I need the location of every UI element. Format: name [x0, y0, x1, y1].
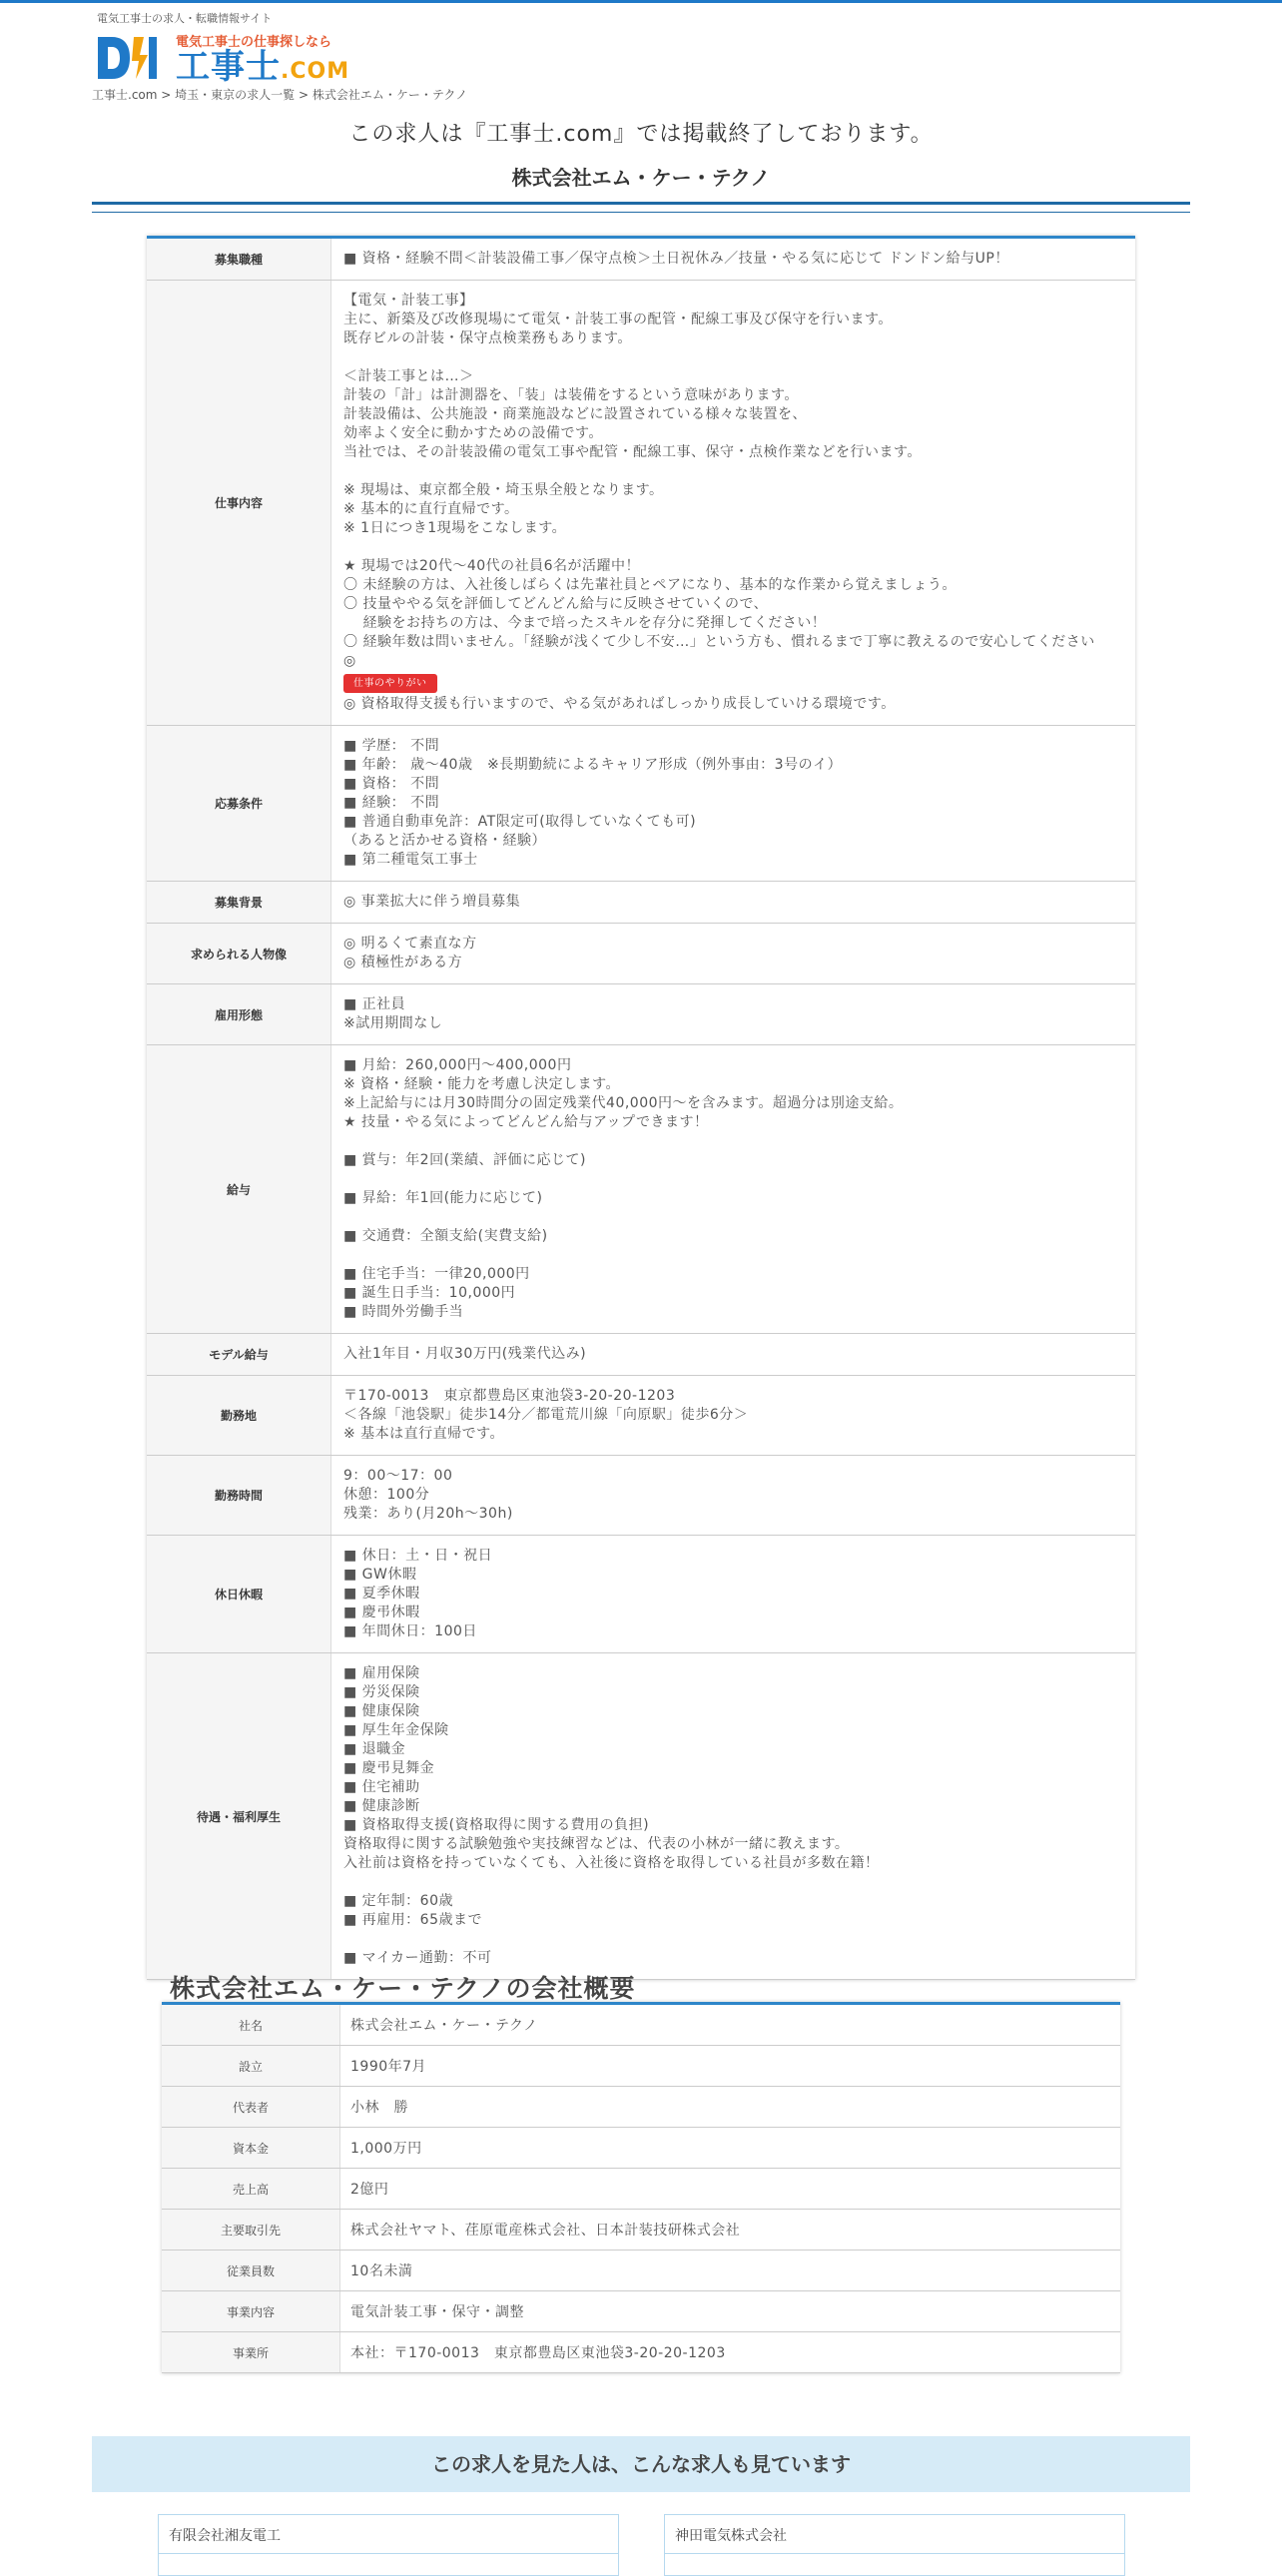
detail-line: ■ GW休暇	[343, 1567, 417, 1583]
detail-line: ■ 雇用保険	[343, 1665, 420, 1681]
page-title: 株式会社エム・ケー・テクノ	[511, 166, 771, 190]
company-overview-heading: 株式会社エム・ケー・テクノの会社概要	[170, 1974, 636, 2003]
company-overview-row	[162, 2128, 1120, 2169]
detail-line: ※上記給与には月30時間分の固定残業代40,000円〜を含みます。超過分は別途支給。	[343, 1095, 904, 1111]
job-detail-value	[331, 281, 1136, 726]
company-overview-row	[162, 2087, 1120, 2128]
job-detail-label: 求められる人物像	[147, 924, 331, 984]
detail-line: 資格取得に関する試験勉強や実技練習などは、代表の小林が一緒に教えます。	[343, 1836, 850, 1852]
job-detail-row	[147, 1653, 1135, 1980]
detail-line: （あると活かせる資格・経験）	[343, 833, 546, 849]
detail-line: ■ 健康保険	[343, 1703, 420, 1719]
detail-line	[343, 1170, 1123, 1189]
detail-line: 〇 経験年数は問いません。「経験が浅くて少し不安…」という方も、慣れるまで丁寧に教えるので安心してください	[343, 634, 1095, 650]
breadcrumb	[92, 86, 467, 103]
breadcrumb-separator: >	[295, 88, 313, 102]
company-overview-row	[162, 2210, 1120, 2251]
detail-line	[343, 1873, 1123, 1892]
detail-line: ■ 誕生日手当：10,000円	[343, 1285, 516, 1301]
detail-line: ■ 健康診断	[343, 1798, 420, 1814]
job-detail-row	[147, 882, 1135, 924]
detail-line: ■ 月給：260,000円～400,000円	[343, 1057, 572, 1073]
detail-line: ※ 現場は、東京都全般・埼玉県全般となります。	[343, 482, 664, 498]
company-overview-label: 設立	[162, 2046, 340, 2087]
detail-line: 計装の「計」は計測器を、「装」は装備をするという意味があります。	[343, 387, 799, 403]
company-overview-label: 主要取引先	[162, 2210, 340, 2251]
related-job-company: 神田電気株式会社	[675, 2528, 787, 2544]
detail-line: 9：00～17：00	[343, 1468, 453, 1484]
detail-line: ■ 年齢： 歳〜40歳 ※長期勤続によるキャリア形成（例外事由：3号のイ）	[343, 757, 843, 773]
job-details-table	[147, 236, 1135, 1980]
job-detail-row	[147, 1045, 1135, 1334]
job-detail-row	[147, 1334, 1135, 1376]
breadcrumb-current: 株式会社エム・ケー・テクノ	[312, 88, 468, 102]
detail-line: ※ 資格・経験・能力を考慮し決定します。	[343, 1076, 621, 1092]
company-overview-value: 1990年7月	[340, 2046, 1121, 2087]
detail-line: ■ 学歴： 不問	[343, 738, 440, 754]
company-overview-label: 資本金	[162, 2128, 340, 2169]
company-overview-value: 1,000万円	[340, 2128, 1121, 2169]
detail-line: 〇 未経験の方は、入社後しばらくは先輩社員とペアになり、基本的な作業から覚えましょう。	[343, 577, 957, 593]
job-detail-value	[331, 726, 1136, 882]
company-overview-label: 社名	[162, 2005, 340, 2046]
detail-line: ※試用期間なし	[343, 1015, 443, 1031]
logo-tld: .COM	[281, 59, 350, 84]
detail-line: ◎ 事業拡大に伴う増員募集	[343, 894, 521, 910]
job-detail-value	[331, 984, 1136, 1045]
breadcrumb-home[interactable]: 工事士.com	[92, 88, 158, 102]
detail-line: ■ 経験： 不問	[343, 795, 440, 811]
detail-line: ■ 普通自動車免許：AT限定可(取得していなくても可)	[343, 814, 697, 830]
detail-line: ■ 住宅補助	[343, 1779, 420, 1795]
detail-line: 既存ビルの計装・保守点検業務もあります。	[343, 330, 632, 346]
job-detail-label: 募集職種	[147, 239, 331, 281]
card-divider	[159, 2553, 618, 2554]
job-detail-label: 給与	[147, 1045, 331, 1334]
detail-line: ■ 資格： 不問	[343, 776, 440, 792]
detail-line: ■ 夏季休暇	[343, 1586, 420, 1602]
detail-line: ■ 第二種電気工事士	[343, 852, 478, 868]
logo-mark-icon	[96, 35, 158, 81]
company-overview-row	[162, 2332, 1120, 2373]
job-detail-value	[331, 1456, 1136, 1536]
detail-line: 〇 技量ややる気を評価してどんどん給与に反映させていくので、	[343, 596, 769, 612]
detail-line: ■ 正社員	[343, 996, 406, 1012]
detail-line: ■ 資格取得支援(資格取得に関する費用の負担)	[343, 1817, 650, 1833]
company-overview-value: 株式会社エム・ケー・テクノ	[340, 2005, 1121, 2046]
detail-line: 休憩：100分	[343, 1487, 430, 1503]
company-overview-table	[162, 2002, 1120, 2373]
divider	[92, 202, 1190, 205]
detail-line: ◎ 明るくて素直な方	[343, 936, 477, 952]
detail-line	[343, 462, 1123, 481]
detail-line: 残業：あり(月20h～30h)	[343, 1506, 513, 1522]
logo-tagline: 電気工事士の仕事探しなら	[176, 35, 332, 50]
detail-line: ■ 退職金	[343, 1741, 406, 1757]
detail-line: ■ マイカー通勤：不可	[343, 1950, 492, 1966]
detail-line: ■ 資格・経験不問＜計装設備工事／保守点検＞土日祝休み／技量・やる気に応じて ドンドン給与UP！	[343, 251, 1009, 267]
job-highlight-badge: 仕事のやりがい	[343, 674, 437, 693]
detail-line: ★ 技量・やる気によってどんどん給与アップできます！	[343, 1114, 709, 1130]
detail-line: ■ 再雇用：65歳まで	[343, 1912, 482, 1928]
detail-line	[343, 1132, 1123, 1151]
company-overview-value: 株式会社ヤマト、荏原電産株式会社、日本計装技研株式会社	[340, 2210, 1121, 2251]
detail-line	[343, 1208, 1123, 1227]
detail-line	[343, 538, 1123, 557]
company-overview-label: 事業所	[162, 2332, 340, 2373]
detail-line	[343, 348, 1123, 367]
related-job-company: 有限会社湘友電工	[169, 2528, 281, 2544]
detail-line: ※ 基本的に直行直帰です。	[343, 501, 519, 517]
job-detail-value	[331, 1376, 1136, 1456]
detail-line: 経験をお持ちの方は、今まで培ったスキルを存分に発揮してください！	[343, 615, 827, 631]
top-accent-bar	[0, 0, 1282, 3]
company-overview-label: 事業内容	[162, 2291, 340, 2332]
detail-line: 入社1年目・月収30万円(残業代込み)	[343, 1346, 587, 1362]
detail-line: ■ 賞与：年2回(業績、評価に応じて)	[343, 1152, 587, 1168]
related-job-card[interactable]	[664, 2514, 1125, 2576]
job-detail-row	[147, 1536, 1135, 1653]
job-detail-row	[147, 984, 1135, 1045]
job-detail-label: 雇用形態	[147, 984, 331, 1045]
divider	[92, 212, 1190, 213]
company-overview-value: 本社：〒170-0013 東京都豊島区東池袋3-20-20-1203	[340, 2332, 1121, 2373]
company-overview-row	[162, 2251, 1120, 2291]
detail-line: ■ 昇給：年1回(能力に応じて)	[343, 1190, 543, 1206]
detail-line: ■ 年間休日：100日	[343, 1623, 477, 1639]
company-overview-value: 電気計装工事・保守・調整	[340, 2291, 1121, 2332]
job-detail-label: 勤務時間	[147, 1456, 331, 1536]
breadcrumb-separator: >	[157, 88, 176, 102]
detail-line: ■ 住宅手当：一律20,000円	[343, 1266, 530, 1282]
job-detail-row	[147, 1456, 1135, 1536]
job-detail-row	[147, 281, 1135, 726]
company-overview-row	[162, 2291, 1120, 2332]
detail-line: 主に、新築及び改修現場にて電気・計装工事の配管・配線工事及び保守を行います。	[343, 312, 893, 327]
job-detail-label: 募集背景	[147, 882, 331, 924]
job-detail-label: 応募条件	[147, 726, 331, 882]
company-overview-row	[162, 2046, 1120, 2087]
detail-line: ◎ 資格取得支援も行いますので、やる気があればしっかり成長していける環境です。	[343, 696, 896, 712]
job-detail-label: 勤務地	[147, 1376, 331, 1456]
company-overview-label: 従業員数	[162, 2251, 340, 2291]
detail-line: 計装設備は、公共施設・商業施設などに設置されている様々な装置を、	[343, 406, 807, 422]
company-overview-label: 代表者	[162, 2087, 340, 2128]
site-tagline: 電気工事士の求人・転職情報サイト	[97, 12, 273, 25]
job-detail-row	[147, 726, 1135, 882]
detail-line: 【電気・計装工事】	[343, 293, 474, 309]
logo-name	[176, 49, 349, 90]
detail-line	[343, 1930, 1123, 1949]
detail-line: 入社前は資格を持っていなくても、入社後に資格を取得している社員が多数在籍！	[343, 1855, 880, 1871]
detail-line: ■ 定年制：60歳	[343, 1893, 453, 1909]
detail-line: ■ 労災保険	[343, 1684, 420, 1700]
job-detail-value	[331, 1653, 1136, 1980]
detail-line	[343, 1246, 1123, 1265]
job-detail-label: 仕事内容	[147, 281, 331, 726]
listing-ended-notice: この求人は『工事士.com』では掲載終了しております。	[348, 122, 934, 147]
job-detail-value	[331, 1334, 1136, 1376]
breadcrumb-region-list[interactable]: 埼玉・東京の求人一覧	[175, 88, 296, 102]
detail-line: 効率よく安全に動かすための設備です。	[343, 425, 603, 441]
company-overview-label: 売上高	[162, 2169, 340, 2210]
detail-line: ＜各線「池袋駅」徒歩14分／都電荒川線「向原駅」徒歩6分＞	[343, 1407, 749, 1423]
detail-line: ★ 現場では20代～40代の社員6名が活躍中！	[343, 558, 641, 574]
detail-line: ＜計装工事とは…＞	[343, 368, 474, 384]
job-detail-row	[147, 924, 1135, 984]
job-detail-value	[331, 1536, 1136, 1653]
detail-line: ※ 1日につき1現場をこなします。	[343, 520, 567, 536]
card-divider	[665, 2553, 1124, 2554]
site-logo[interactable]	[96, 31, 350, 87]
detail-line: ■ 休日：土・日・祝日	[343, 1548, 493, 1564]
detail-line: ◎	[343, 653, 356, 669]
job-detail-value	[331, 239, 1136, 281]
detail-line: ※ 基本は直行直帰です。	[343, 1426, 505, 1442]
detail-line: ■ 交通費：全額支給(実費支給)	[343, 1228, 548, 1244]
detail-line: 当社では、その計装設備の電気工事や配管・配線工事、保守・点検作業などを行います。	[343, 444, 922, 460]
detail-line: ■ 時間外労働手当	[343, 1304, 464, 1320]
job-detail-value	[331, 924, 1136, 984]
detail-line: ■ 厚生年金保険	[343, 1722, 449, 1738]
detail-line: 〒170-0013 東京都豊島区東池袋3-20-20-1203	[343, 1388, 676, 1404]
detail-line: ■ 慶弔休暇	[343, 1605, 420, 1620]
job-detail-label: 待遇・福利厚生	[147, 1653, 331, 1980]
job-detail-label: 休日休暇	[147, 1536, 331, 1653]
detail-line: ■ 慶弔見舞金	[343, 1760, 435, 1776]
job-detail-value	[331, 882, 1136, 924]
related-jobs-heading: この求人を見た人は、こんな求人も見ています	[92, 2436, 1190, 2492]
job-detail-value	[331, 1045, 1136, 1334]
detail-line: ◎ 積極性がある方	[343, 955, 463, 970]
company-overview-row	[162, 2169, 1120, 2210]
job-detail-label: モデル給与	[147, 1334, 331, 1376]
company-overview-row	[162, 2005, 1120, 2046]
company-overview-value: 2億円	[340, 2169, 1121, 2210]
logo-name-text: 工事士	[176, 47, 281, 87]
company-overview-value: 小林 勝	[340, 2087, 1121, 2128]
company-overview-value: 10名未満	[340, 2251, 1121, 2291]
job-detail-row	[147, 239, 1135, 281]
job-detail-row	[147, 1376, 1135, 1456]
related-job-card[interactable]	[158, 2514, 619, 2576]
